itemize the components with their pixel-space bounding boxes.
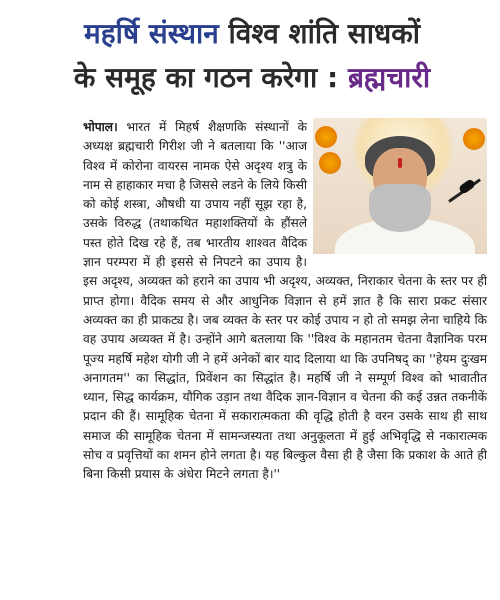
dateline: भोपाल।	[83, 120, 118, 134]
marigold-icon	[463, 128, 485, 150]
article-body-text: भारत में मिहर्ष शैक्षणकि संस्थानों के अध्यक्ष ब्रह्मचारी गिरीश जी ने बतलाया कि ''आज विश्व में कोरोना वायरस नामक ऐसे अदृश्य शत्रु के नाम से हाहाकार मचा है जिससे लडने के लिये किसी को कोई शस्त्रा, औषधी या उपाय नहीं सूझ रहा है, उसके विरुद्ध (तथाकथित महाशक्तियों के हौंसले पस्त होते दिख रहे हैं, तब भारतीय शाश्वत वैदिक ज्ञान परम्परा में ही इससे से निपटने का उपाय है। इस अदृश्य, अव्यक्त को हराने का उपाय भी अदृश्य, अव्यक्त, निराकार चेतना के स्तर पर ही प्राप्त होगा। वैदिक समय से और आधुनिक विज्ञान से हमें ज्ञात है कि सारा प्रकट संसार अव्यक्त का ही प्राकट्य है। जब व्यक्त के स्तर पर कोई उपाय न हो तो समझ लेना चाहिये कि वह उपाय अव्यक्त में है। उन्होंने आगे बतलाया कि ''विश्व के महानतम चेतना वैज्ञानिक परम पूज्य महर्षि महेश योगी जी ने हमें अनेकों बार याद दिलाया था कि उपनिषद् का ''हेयम दुःखम अनागतम'' का सिद्धांत, प्रिवेंशन का सिद्धांत है। महर्षि जी ने सम्पूर्ण विश्व को भावातीत ध्यान, सिद्ध कार्यक्रम, यौगिक उड़ान तथा वैदिक ज्ञान-विज्ञान व चेतना की कई उन्नत तकनीकें प्रदान की हैं। सामूहिक चेतना में सकारात्मकता की वृद्धि होती है वरन उसके साथ ही साथ समाज की सामूहिक चेतना में सामन्जस्यता तथा अनुकूलता में हुई अभिवृद्धि से नकारात्मक सोच व प्रवृत्तियों का शमन होने लगता है। यह बिल्कुल वैसा ही है जैसा कि प्रकाश के आते ही बिना किसी प्रयास के अंधेरा मिटने लगता है।''	[83, 120, 487, 482]
article	[83, 118, 487, 485]
headline	[18, 12, 486, 100]
speaker-photo	[313, 118, 487, 254]
headline-line-2-main: के समूह का गठन करेगा :	[73, 61, 348, 94]
headline-line-1-rest: विश्व शांति साधकों	[218, 17, 420, 50]
headline-speaker: ब्रह्मचारी	[347, 61, 431, 94]
microphone-icon	[458, 178, 476, 195]
headline-line-1	[18, 12, 486, 56]
headline-org-name: महर्षि संस्थान	[84, 17, 219, 50]
marigold-icon	[315, 126, 337, 148]
headline-line-2	[18, 56, 486, 100]
marigold-icon	[319, 152, 341, 174]
tilak-mark	[398, 158, 402, 168]
beard	[369, 184, 431, 232]
